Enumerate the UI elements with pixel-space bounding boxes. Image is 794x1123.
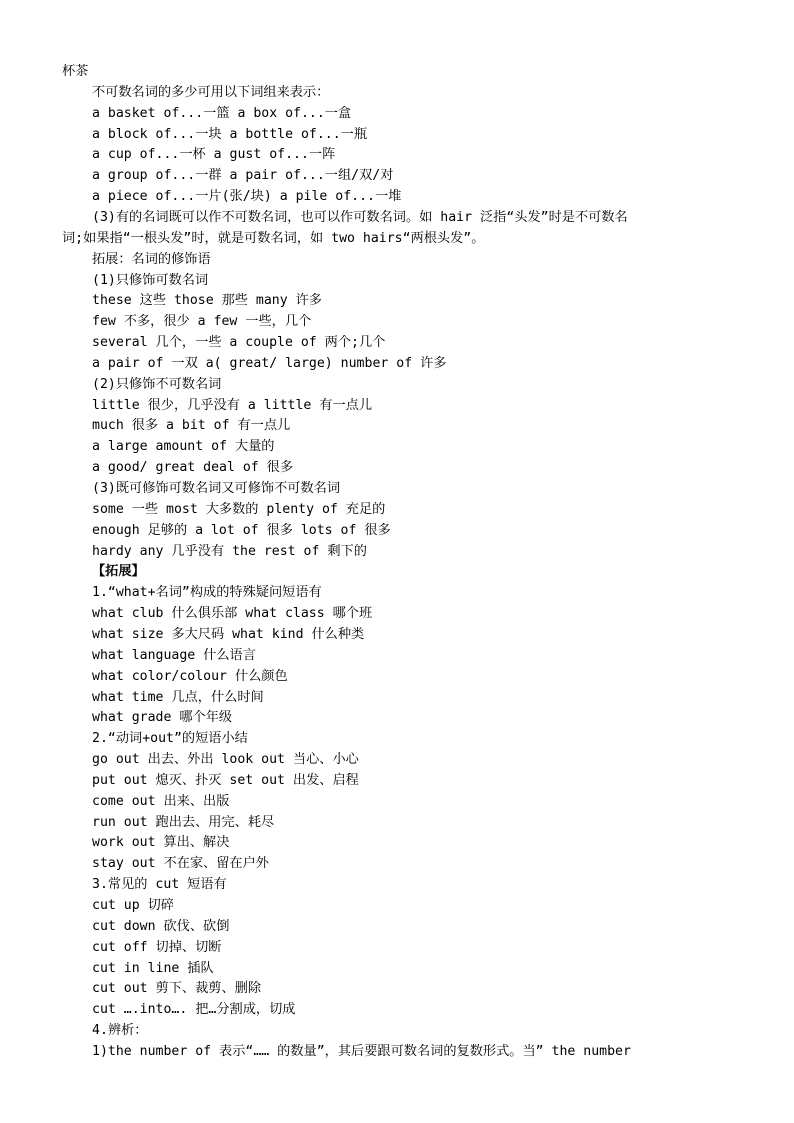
text-line: what language 什么语言: [92, 647, 256, 663]
text-line: 杯茶: [62, 64, 89, 79]
text-line: much 很多 a bit of 有一点儿: [92, 418, 291, 434]
text-line: cut in line 插队: [92, 960, 214, 976]
text-line: go out 出去、外出 look out 当心、小心: [92, 752, 359, 768]
text-line: work out 算出、解决: [92, 835, 230, 851]
text-line: a good/ great deal of 很多: [92, 460, 294, 476]
text-line: 2.“动词+out”的短语小结: [92, 731, 248, 747]
text-line: 1.“what+名词”构成的特殊疑问短语有: [92, 585, 322, 601]
text-line: (1)只修饰可数名词: [92, 272, 209, 288]
text-line: what time 几点，什么时间: [92, 689, 264, 705]
text-line: (3)既可修饰可数名词又可修饰不可数名词: [92, 481, 341, 496]
text-line: several 几个，一些 a couple of 两个;几个: [92, 335, 386, 351]
text-line: a cup of...一杯 a gust of...一阵: [92, 147, 336, 163]
text-line: what color/colour 什么颜色: [92, 668, 288, 684]
text-line: a basket of...一篮 a box of...一盒: [92, 105, 352, 121]
text-line: cut down 砍伐、砍倒: [92, 918, 230, 934]
text-line: some 一些 most 大多数的 plenty of 充足的: [92, 501, 386, 517]
text-line: 【拓展】: [92, 564, 145, 580]
text-line: a group of...一群 a pair of...一组/双/对: [92, 168, 394, 184]
text-line: a block of...一块 a bottle of...一瓶: [92, 126, 368, 142]
text-line: come out 出来、出版: [92, 793, 230, 809]
text-line: 3.常见的 cut 短语有: [92, 877, 227, 893]
text-line: cut up 切碎: [92, 898, 174, 913]
text-line: 拓展：名词的修饰语: [92, 251, 211, 267]
text-line: few 不多，很少 a few 一些，几个: [92, 314, 312, 330]
text-line: (2)只修饰不可数名词: [92, 376, 222, 392]
text-line: what club 什么俱乐部 what class 哪个班: [92, 606, 373, 622]
text-line: 1)the number of 表示“…… 的数量”，其后要跟可数名词的复数形式。当” the number: [92, 1043, 631, 1059]
text-line: put out 熄灭、扑灭 set out 出发、启程: [92, 772, 359, 788]
text-line: 不可数名词的多少可用以下词组来表示：: [92, 84, 330, 100]
text-line: a piece of...一片(张/块) a pile of...一堆: [92, 189, 402, 205]
text-line: stay out 不在家、留在户外: [92, 856, 269, 872]
text-line: run out 跑出去、用完、耗尽: [92, 814, 275, 830]
text-line: cut ….into…. 把…分割成，切成: [92, 1002, 296, 1018]
text-line: what grade 哪个年级: [92, 710, 233, 726]
text-line: what size 多大尺码 what kind 什么种类: [92, 626, 365, 642]
text-line: little 很少，几乎没有 a little 有一点儿: [92, 397, 373, 413]
text-line: 词;如果指“一根头发”时，就是可数名词，如 two hairs“两根头发”。: [62, 230, 485, 246]
text-line: enough 足够的 a lot of 很多 lots of 很多: [92, 522, 391, 538]
text-line: a pair of 一双 a( great/ large) number of 许多: [92, 355, 447, 371]
text-line: cut out 剪下、裁剪、删除: [92, 981, 262, 997]
text-line: cut off 切掉、切断: [92, 939, 222, 955]
text-line: (3)有的名词既可以作不可数名词，也可以作可数名词。如 hair 泛指“头发”时是不可数名: [92, 209, 628, 225]
text-line: these 这些 those 那些 many 许多: [92, 293, 322, 309]
text-line: 4.辨析：: [92, 1023, 148, 1039]
text-line: a large amount of 大量的: [92, 439, 275, 455]
text-line: hardy any 几乎没有 the rest of 剩下的: [92, 543, 367, 559]
